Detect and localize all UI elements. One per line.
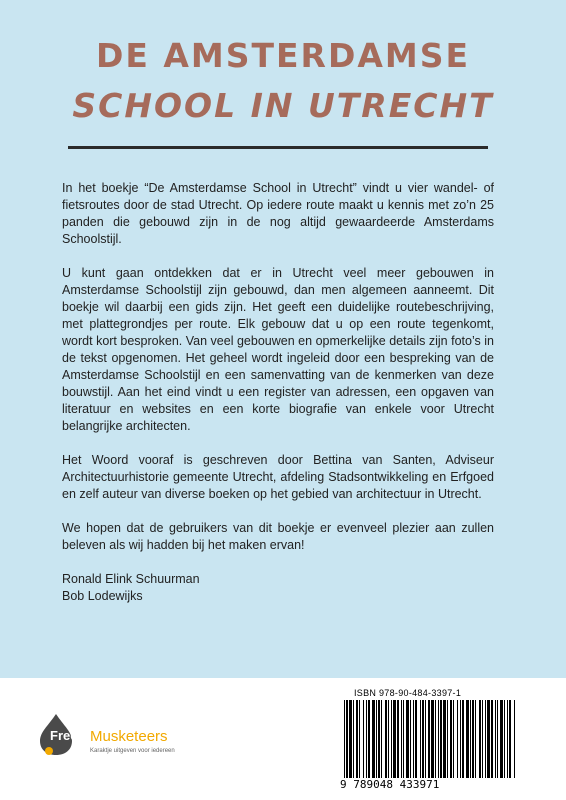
barcode-bar bbox=[500, 700, 503, 778]
barcode-bar bbox=[472, 700, 474, 778]
barcode-bar bbox=[440, 700, 442, 778]
barcode-bar bbox=[460, 700, 461, 778]
publisher-logo bbox=[36, 706, 196, 766]
barcode-bar bbox=[431, 700, 434, 778]
barcode-bar bbox=[372, 700, 375, 778]
barcode-bar bbox=[497, 700, 498, 778]
barcode-bar bbox=[378, 700, 380, 778]
blurb-paragraph-4: We hopen dat de gebruikers van dit boekje er evenveel plezier aan zullen beleven als wij hadden bij het maken ervan! bbox=[62, 521, 494, 552]
barcode-bar bbox=[385, 700, 387, 778]
blurb bbox=[62, 180, 494, 605]
barcode-bar bbox=[457, 700, 458, 778]
barcode-bar bbox=[376, 700, 377, 778]
barcode-bar bbox=[406, 700, 409, 778]
barcode-bar bbox=[413, 700, 414, 778]
blurb-paragraph-2: U kunt gaan ontdekken dat er in Utrecht veel meer gebouwen in Amsterdamse Schoolstijl zijn gebouwd, dan men algemeen aanneemt. Dit boekje wil daarbij een gids zijn. Het geeft een duidelijke routebeschrijving, met plattegrondjes per route. Elk gebouw dat u op een route tegenkomt, wordt kort besproken. Van veel gebouwen en opmerkelijke details zijn foto’s in de tekst opgenomen. Het geheel wordt ingeleid door een bespreking van de Amsterdamse Schoolstijl en een samenvatting van de kenmerken van deze bouwstijl. Aan het eind vindt u een register van adressen, een opgaven van literatuur en websites en een korte biografie van enkele voor Utrecht belangrijke architecten. bbox=[62, 266, 494, 433]
isbn-label: ISBN 978-90-484-3397-1 bbox=[354, 688, 462, 698]
barcode-bar bbox=[491, 700, 493, 778]
barcode-bar bbox=[393, 700, 396, 778]
barcode-bar bbox=[479, 700, 481, 778]
barcode-bar bbox=[495, 700, 496, 778]
logo-tagline: Karaktje uitgeven voor iedereen bbox=[90, 748, 175, 754]
barcode-bar bbox=[509, 700, 511, 778]
barcode-bar bbox=[353, 700, 354, 778]
barcode-bar bbox=[363, 700, 364, 778]
title-line-2: SCHOOL IN UTRECHT bbox=[72, 86, 494, 125]
logo-musketeers-text: Musketeers bbox=[90, 728, 168, 745]
barcode-bar bbox=[415, 700, 417, 778]
barcode-bar bbox=[462, 700, 464, 778]
barcode-bar bbox=[356, 700, 358, 778]
barcode-bar bbox=[359, 700, 360, 778]
barcode-bar bbox=[475, 700, 476, 778]
barcode-bar bbox=[391, 700, 392, 778]
barcode-bar bbox=[482, 700, 483, 778]
barcode-bar bbox=[346, 700, 348, 778]
barcode-bar bbox=[450, 700, 452, 778]
barcode-bar bbox=[381, 700, 382, 778]
barcode-bar bbox=[453, 700, 454, 778]
barcode-bar bbox=[435, 700, 436, 778]
barcode-bar bbox=[425, 700, 426, 778]
barcode-bar bbox=[507, 700, 508, 778]
barcode-bar bbox=[485, 700, 486, 778]
barcode-bar bbox=[443, 700, 446, 778]
barcode-bar bbox=[368, 700, 370, 778]
barcode-bar bbox=[388, 700, 389, 778]
title-line-1: DE AMSTERDAMSE bbox=[95, 36, 471, 75]
barcode-bar bbox=[344, 700, 345, 778]
barcode-bar bbox=[428, 700, 430, 778]
blurb-paragraph-1: In het boekje “De Amsterdamse School in Utrecht” vindt u vier wandel- of fietsroutes door de stad Utrecht. Op iedere route maakt u kennis met zo’n 25 panden die gebouwd zijn in de nog altijd gewaardeerde Amsterdams Schoolstijl. bbox=[62, 181, 494, 246]
barcode-bar bbox=[487, 700, 490, 778]
barcode-bar bbox=[366, 700, 367, 778]
barcode-bar bbox=[410, 700, 411, 778]
logo-free-text: Free bbox=[50, 728, 78, 743]
barcode-bar bbox=[466, 700, 469, 778]
blurb-paragraph-3: Het Woord vooraf is geschreven door Bettina van Santen, Adviseur Architectuurhistorie gemeente Utrecht, afdeling Stadsontwikkeling en Erfgoed en zelf auteur van diverse boeken op het gebied van architectuur in Utrecht. bbox=[62, 453, 494, 501]
barcode-digits: 9 789048 433971 bbox=[340, 778, 440, 791]
barcode-bar bbox=[422, 700, 424, 778]
barcode bbox=[340, 700, 520, 780]
title-divider bbox=[68, 146, 488, 149]
barcode-bar bbox=[504, 700, 505, 778]
barcode-bar bbox=[397, 700, 399, 778]
barcode-bar bbox=[349, 700, 352, 778]
barcode-bar bbox=[420, 700, 421, 778]
barcode-bar bbox=[438, 700, 439, 778]
barcode-bar bbox=[514, 700, 515, 778]
barcode-bar bbox=[403, 700, 404, 778]
author-2: Bob Lodewijks bbox=[62, 589, 143, 603]
barcode-bar bbox=[447, 700, 448, 778]
barcode-bar bbox=[401, 700, 402, 778]
barcode-bar bbox=[470, 700, 471, 778]
author-1: Ronald Elink Schuurman bbox=[62, 572, 200, 586]
